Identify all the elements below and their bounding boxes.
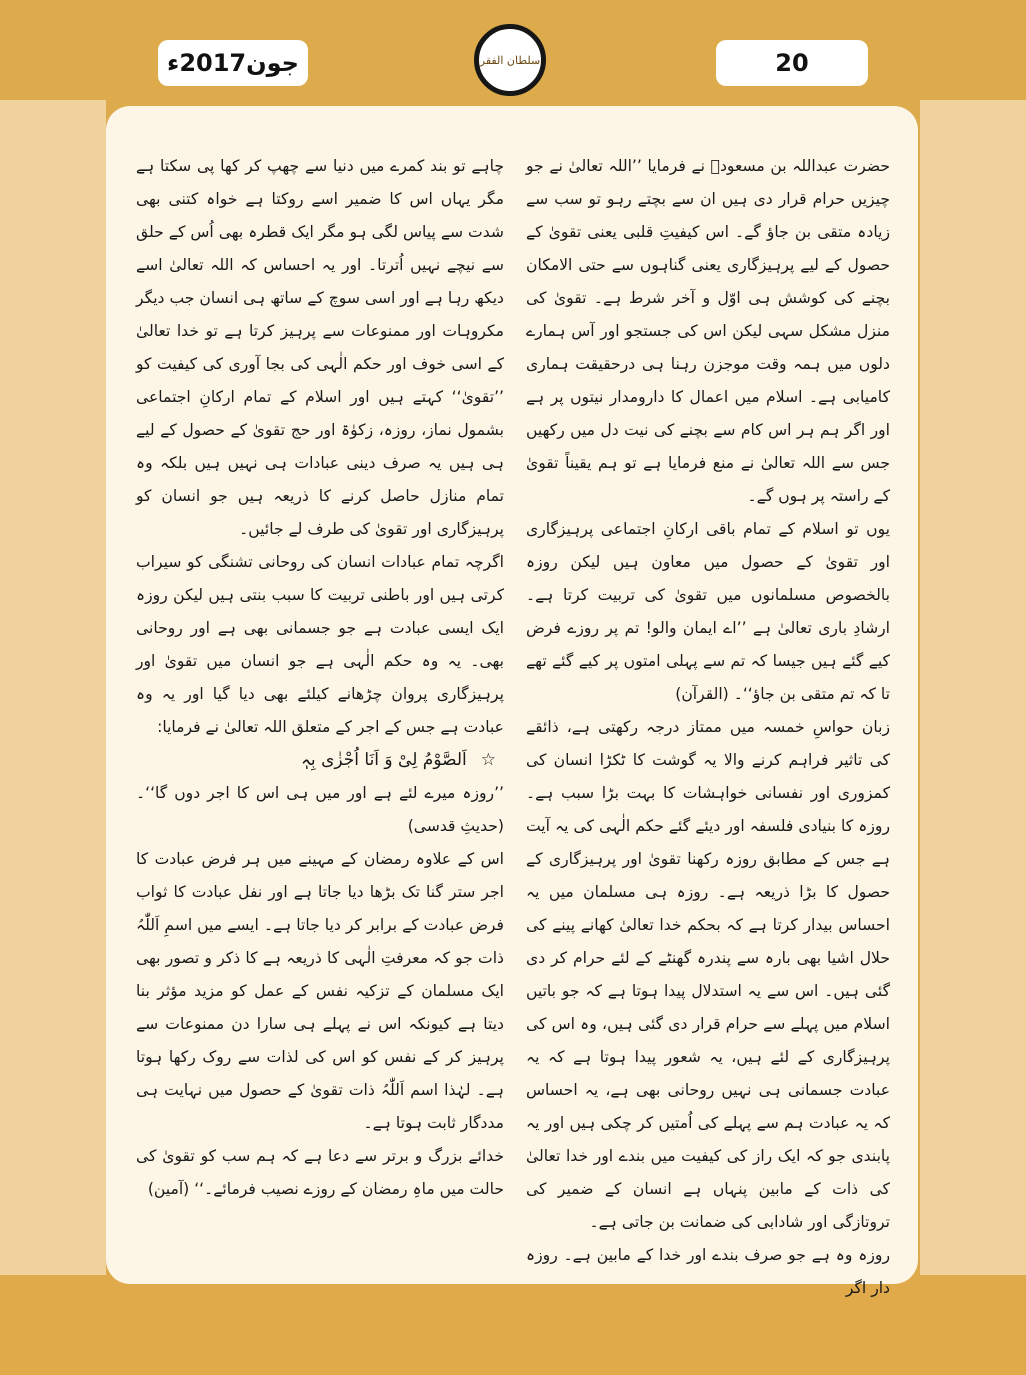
logo-text: سلطان الفقر bbox=[479, 53, 541, 67]
paragraph: چاہے تو بند کمرے میں دنیا سے چھپ کر کھا پی سکتا ہے مگر یہاں اس کا ضمیر اسے روکتا ہے خواہ کتنی بھی شدت سے پیاس لگی ہو مگر ایک قطرہ بھی اُس کے حلق سے نیچے نہیں اُترتا۔ اور یہ احساس کہ اللہ تعالیٰ اسے دیکھ رہا ہے اور اسی سوچ کے ساتھ ہی انسان جب دیگر مکروہات اور ممنوعات سے پرہیز کرتا ہے تو خدا تعالیٰ کے اسی خوف اور حکم الٰہی کی بجا آوری کی کیفیت کو ’’تقویٰ‘‘ کہتے ہیں اور اسلام کے تمام ارکانِ اجتماعی بشمول نماز، روزہ، زکوٰۃ اور حج تقویٰ کے حصول کے لیے ہی ہیں یہ صرف دینی عبادات ہی نہیں ہیں بلکہ وہ تمام منازل حاصل کرنے کا ذریعہ ہیں جو انسان کو پرہیزگاری اور تقویٰ کی طرف لے جائیں۔ bbox=[136, 157, 504, 538]
left-margin-band bbox=[0, 100, 106, 1275]
page-number: 20 bbox=[716, 40, 868, 86]
right-margin-band bbox=[920, 100, 1026, 1275]
paragraph: اس کے علاوہ رمضان کے مہینے میں ہر فرض عبادت کا اجر ستر گنا تک بڑھا دیا جاتا ہے اور نفل عبادت کا ثواب فرض عبادت کے برابر کر دیا جاتا ہے۔ ایسے میں اسمِ اَللّٰہُ ذات جو کہ معرفتِ الٰہی کا ذریعہ ہے کا ذکر و تصور بھی ایک مسلمان کے تزکیہ نفس کے عمل کو مزید مؤثر بنا دیتا ہے کیونکہ اس نے پہلے ہی سارا دن ممنوعات سے پرہیز کر کے نفس کو اس کی لذات سے روک رکھا ہوتا ہے۔ لہٰذا اسم اَللّٰہُ ذات تقویٰ کے حصول میں نہایت ہی مددگار ثابت ہوتا ہے۔ bbox=[136, 850, 504, 1132]
verse-text: اَلصَّوْمُ لِیْ وَ اَنَا اُجْزٰی بِہٖ bbox=[300, 750, 467, 770]
paragraph: ’’روزہ میرے لئے ہے اور میں ہی اس کا اجر دوں گا‘‘۔ (حدیثِ قدسی) bbox=[136, 784, 504, 835]
paragraph: اگرچہ تمام عبادات انسان کی روحانی تشنگی کو سیراب کرتی ہیں اور باطنی تربیت کا سبب بنتی ہیں لیکن روزہ ایک ایسی عبادت ہے جو جسمانی بھی ہے اور روحانی بھی۔ یہ وہ حکم الٰہی ہے جو انسان میں تقویٰ اور پرہیزگاری پروان چڑھانے کیلئے بھی دیا گیا اور یہ وہ عبادت ہے جس کے اجر کے متعلق اللہ تعالیٰ نے فرمایا: bbox=[136, 553, 504, 736]
star-icon: ☆ bbox=[480, 750, 496, 770]
issue-date: جون2017ء bbox=[158, 40, 308, 86]
paragraph: زبان حواسِ خمسہ میں ممتاز درجہ رکھتی ہے، ذائقے کی تاثیر فراہم کرنے والا یہ گوشت کا ٹکڑا انسان کی کمزوری اور نفسانی خواہشات کا بہت بڑا سبب ہے۔ روزہ کا بنیادی فلسفہ اور دیئے گئے حکم الٰہی کی یہ آیت ہے جس کے مطابق روزہ رکھنا تقویٰ اور پرہیزگاری کے حصول کا بڑا ذریعہ ہے۔ روزہ ہی مسلمان میں یہ احساس بیدار کرتا ہے کہ بحکم خدا تعالیٰ کھانے پینے کی حلال اشیا بھی بارہ سے پندرہ گھنٹے کے لئے حرام کر دی گئی ہیں۔ اس سے یہ استدلال پیدا ہوتا ہے کہ جو باتیں اسلام میں پہلے سے حرام قرار دی گئی ہیں، وہ اس کی پرہیزگاری کے لئے ہیں، یہ شعور پیدا ہوتا ہے کہ یہ عبادت جسمانی ہی نہیں روحانی بھی ہے، یہ احساس کہ یہ عبادت ہم سے پہلے کی اُمتیں کر چکی ہیں اور یہ پابندی جو کہ ایک راز کی کیفیت میں بندے اور خدا تعالیٰ کی ذات کے مابین پنہاں ہے انسان کے ضمیر کی تروتازگی اور شادابی کی ضمانت بن جاتی ہے۔ bbox=[526, 718, 890, 1231]
article-card bbox=[106, 106, 918, 1297]
article-column-left bbox=[136, 150, 504, 1206]
paragraph: حضرت عبداللہ بن مسعودؓ نے فرمایا ’’اللہ تعالیٰ نے جو چیزیں حرام قرار دی ہیں ان سے بچتے رہو تو سب سے زیادہ متقی بن جاؤ گے۔ اس کیفیتِ قلبی یعنی تقویٰ کے حصول کے لیے پرہیزگاری یعنی گناہوں سے حتی الامکان بچنے کی کوشش ہی اوّل و آخر شرط ہے۔ تقویٰ کی منزل مشکل سہی لیکن اس کی جستجو اور آس ہمارے دلوں میں ہمہ وقت موجزن رہنا ہی درحقیقت ہماری کامیابی ہے۔ اسلام میں اعمال کا دارومدار نیتوں پر ہے اور اگر ہم ہر اس کام سے بچنے کی نیت دل میں رکھیں جس سے اللہ تعالیٰ نے منع فرمایا ہے تو ہم یقیناً تقویٰ کے راستہ پر ہوں گے۔ bbox=[526, 157, 890, 505]
magazine-logo bbox=[474, 24, 546, 96]
quoted-verse bbox=[136, 744, 504, 777]
paragraph: یوں تو اسلام کے تمام باقی ارکانِ اجتماعی پرہیزگاری اور تقویٰ کے حصول میں معاون ہیں لیکن روزہ بالخصوص مسلمانوں میں تقویٰ کی تربیت کرتا ہے۔ ارشادِ باری تعالیٰ ہے ’’اے ایمان والو! تم پر روزے فرض کیے گئے ہیں جیسا کہ تم سے پہلی امتوں پر کیے گئے تھے تا کہ تم متقی بن جاؤ‘‘۔ (القرآن) bbox=[526, 520, 890, 703]
paragraph: خدائے بزرگ و برتر سے دعا ہے کہ ہم سب کو تقویٰ کی حالت میں ماہِ رمضان کے روزے نصیب فرمائے۔‘‘ (آمین) bbox=[136, 1147, 504, 1198]
article-column-right bbox=[526, 150, 890, 1305]
paragraph: روزہ وہ ہے جو صرف بندے اور خدا کے مابین ہے۔ روزہ دار اگر bbox=[526, 1246, 890, 1297]
